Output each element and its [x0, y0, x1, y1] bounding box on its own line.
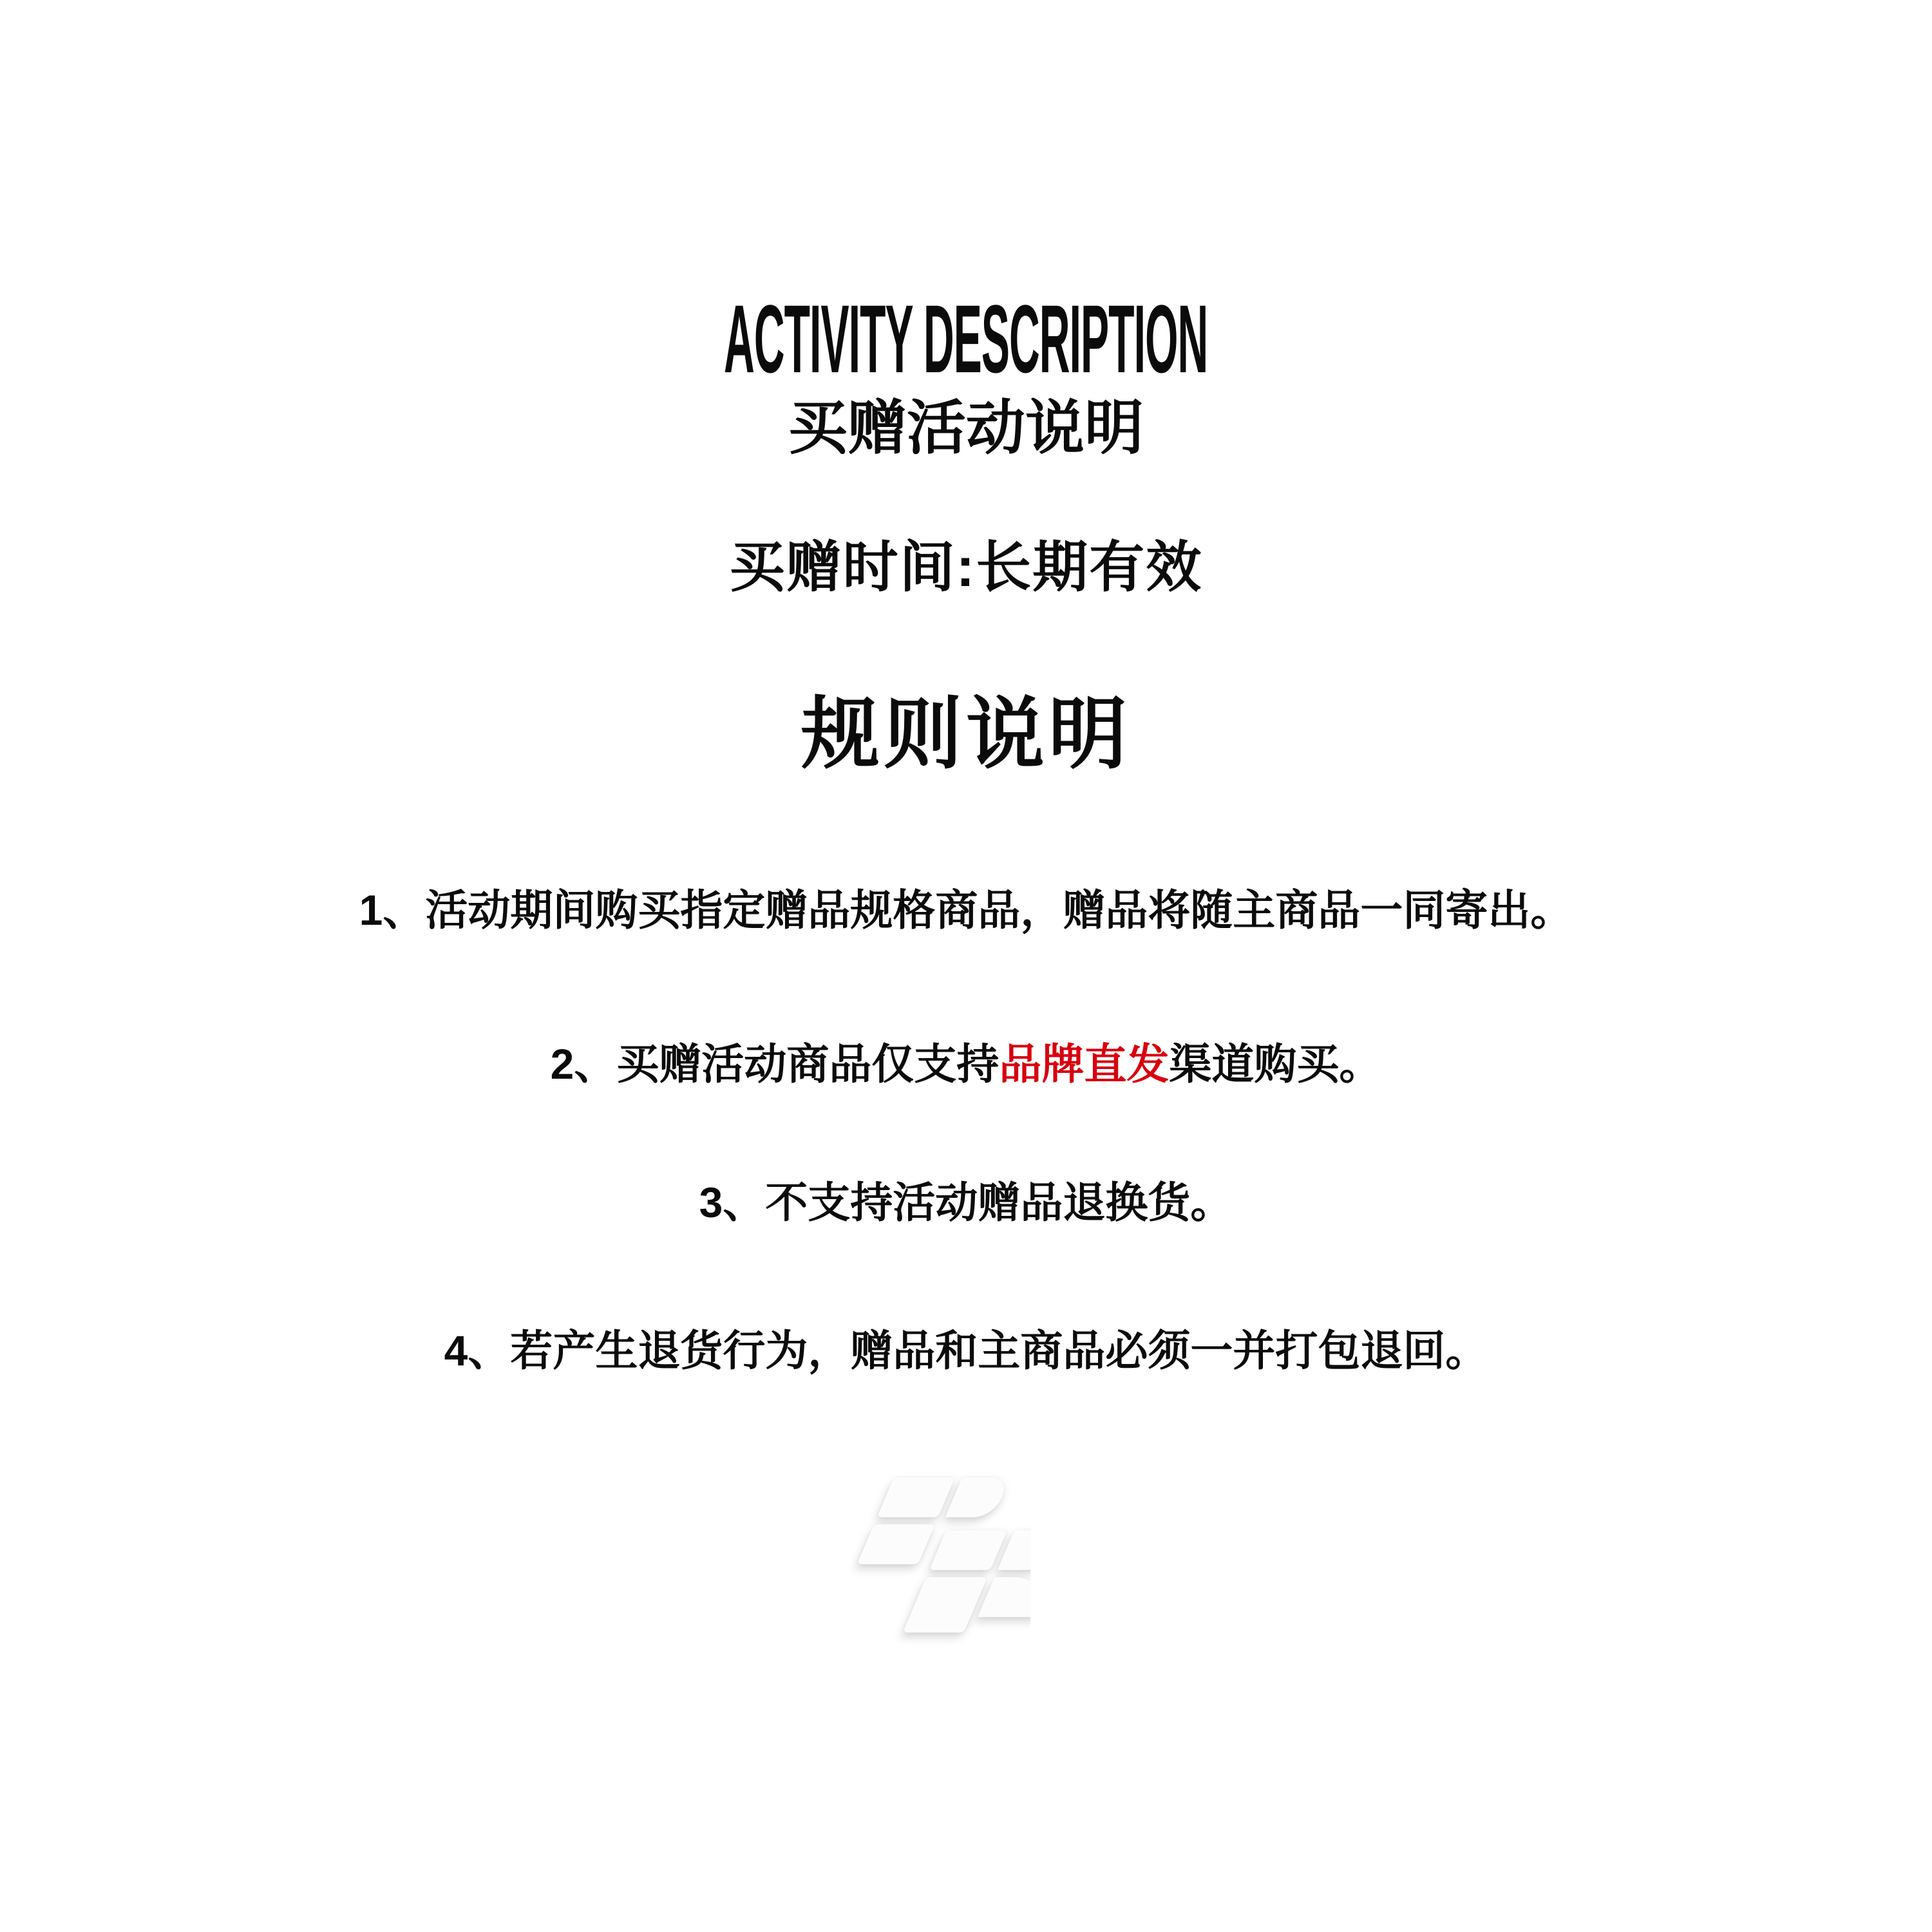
rule-2-text: 2、买赠活动商品仅支持: [550, 1040, 999, 1088]
rule-item-4: [0, 1329, 1932, 1372]
validity-period-text: 买赠时间:长期有效: [729, 536, 1203, 598]
rule-4-text: 4、若产生退货行为，赠品和主商品必须一并打包退回。: [444, 1327, 1488, 1374]
rule-item-3: [0, 1180, 1932, 1224]
overlapping-panels-icon: [818, 1468, 1030, 1655]
rule-2-highlight: 品牌直发: [999, 1040, 1170, 1088]
rule-1-text: 1、活动期间购买指定赠品规格商品，赠品将随主商品一同寄出。: [359, 886, 1573, 934]
rule-item-2: [0, 1042, 1932, 1086]
page-title-chinese: 买赠活动说明: [788, 395, 1144, 461]
rule-2-tail: 渠道购买。: [1169, 1040, 1382, 1088]
page-title-english-text: ACTIVITY DESCRIPTION: [724, 285, 1208, 393]
rules-section-title: 规则说明: [801, 690, 1131, 778]
page-title-english: [0, 285, 1932, 393]
rule-item-1: [0, 888, 1932, 932]
brand-watermark-logo: [818, 1468, 1030, 1655]
rule-3-text: 3、不支持活动赠品退换货。: [699, 1179, 1233, 1226]
